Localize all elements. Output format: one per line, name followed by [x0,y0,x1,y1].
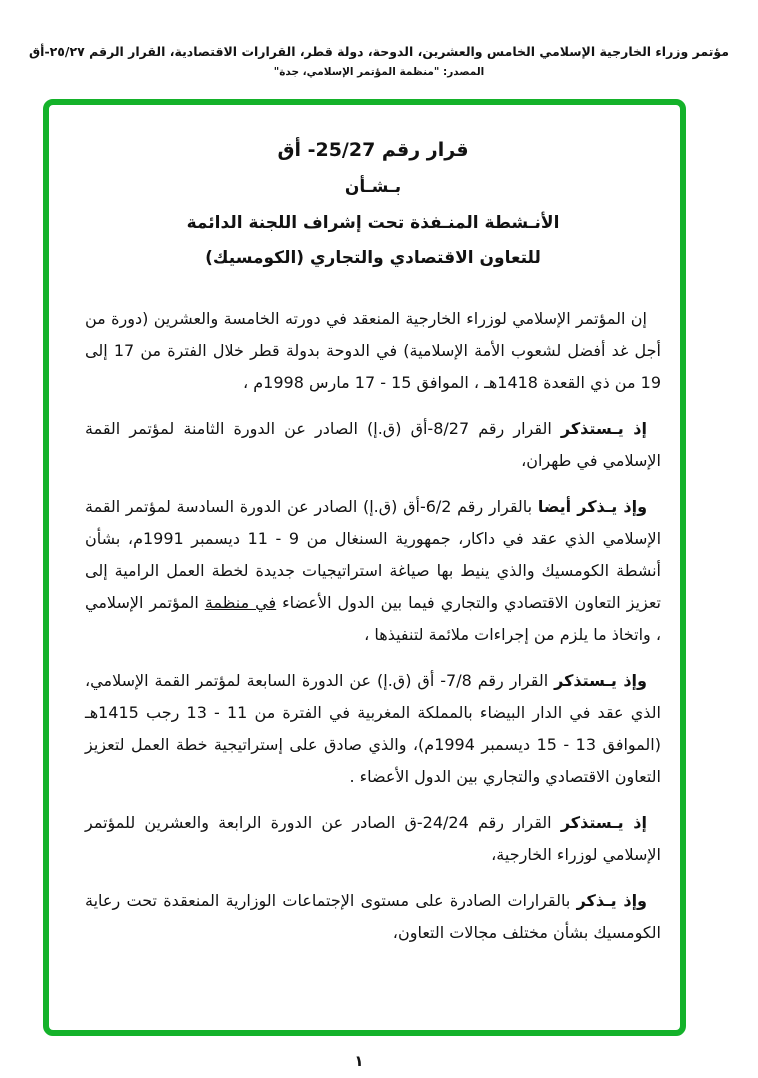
source-header-line1: مؤتمر وزراء الخارجية الإسلامي الخامس والعشرين، الدوحة، دولة قطر، القرارات الاقتصادية، القرار الرقم ٢٥/٢٧-أق [28,44,730,59]
resolution-number: قرار رقم 25/27- أق [277,139,469,161]
paragraph-text: إن المؤتمر الإسلامي لوزراء الخارجية المنعقد في دورته الخامسة والعشرين (دورة من أجل غد أفضل لشعوب الأمة الإسلامية) في الدوحة بدولة قطر خلال الفترة من 17 إلى 19 من ذي القعدة 1418هـ ، الموافق 15 - 17 مارس 1998م ، [85,309,662,392]
paragraph-recall-4 [85,807,661,871]
regarding-label: بـشـأن [344,177,402,197]
paragraph-preamble [85,303,661,399]
paragraph-recall-1 [85,413,661,477]
paragraph-opener: وإذ يـذكر [576,891,648,910]
paragraph-recall-2 [85,491,661,651]
page-number: ١ [354,1052,364,1070]
paragraph-recall-3 [85,665,661,793]
paragraph-recall-5 [85,885,661,949]
source-header [0,44,758,78]
underlined-phrase: في منظمة [204,593,277,612]
paragraph-text: القرار رقم 8/27-أق (ق.إ) الصادر عن الدورة الثامنة لمؤتمر القمة الإسلامي في طهران، [85,419,661,470]
paragraph-text-continued: المؤتمر الإسلامي ، واتخاذ ما يلزم من إجراءات ملائمة لتنفيذها ، [85,593,661,644]
paragraph-text: القرار رقم 7/8- أق (ق.إ) عن الدورة السابعة لمؤتمر القمة الإسلامي، الذي عقد في الدار البيضاء بالمملكة المغربية في الفترة من 11 - 13 رجب 1415هـ (الموافق 13 - 15 ديسمبر 1994م)، والذي صادق على إستراتيجية خطة العمل لتعزيز التعاون الاقتصادي والتجاري بين الدول الأعضاء . [85,671,662,786]
resolution-title-block [85,139,661,269]
paragraph-text: بالقرارات الصادرة على مستوى الإجتماعات الوزارية المنعقدة تحت رعاية الكومسيك بشأن مختلف مجالات التعاون، [85,891,661,942]
paragraph-opener: وإذ يـذكر أيضا [537,497,648,516]
green-border-frame [43,99,686,1036]
paragraph-text: القرار رقم 24/24-ق الصادر عن الدورة الرابعة والعشرين للمؤتمر الإسلامي لوزراء الخارجية، [85,813,661,864]
paragraph-opener: إذ يـستذكر [560,813,647,832]
paragraph-text: بالقرار رقم 6/2-أق (ق.إ) الصادر عن الدورة السادسة لمؤتمر القمة الإسلامي الذي عقد في داكار، جمهورية السنغال من 9 - 11 ديسمبر 1991م، بشأن أنشطة الكومسيك والذي ينيط بها صياغة استراتيجيات جديدة لخطة العمل الرامية إلى تعزيز التعاون الاقتصادي والتجاري فيما بين الدول الأعضاء [85,497,662,612]
source-header-line2: المصدر: "منظمة المؤتمر الإسلامي، جدة" [273,66,485,78]
paragraph-opener: إذ يـستذكر [560,419,648,438]
resolution-body [85,303,661,949]
resolution-subject-line2: للتعاون الاقتصادي والتجاري (الكومسيك) [205,248,541,268]
paragraph-opener: وإذ يـستذكر [554,671,647,690]
resolution-subject-line1: الأنـشطة المنـفذة تحت إشراف اللجنة الدائمة [186,213,560,233]
document-content [49,105,680,949]
